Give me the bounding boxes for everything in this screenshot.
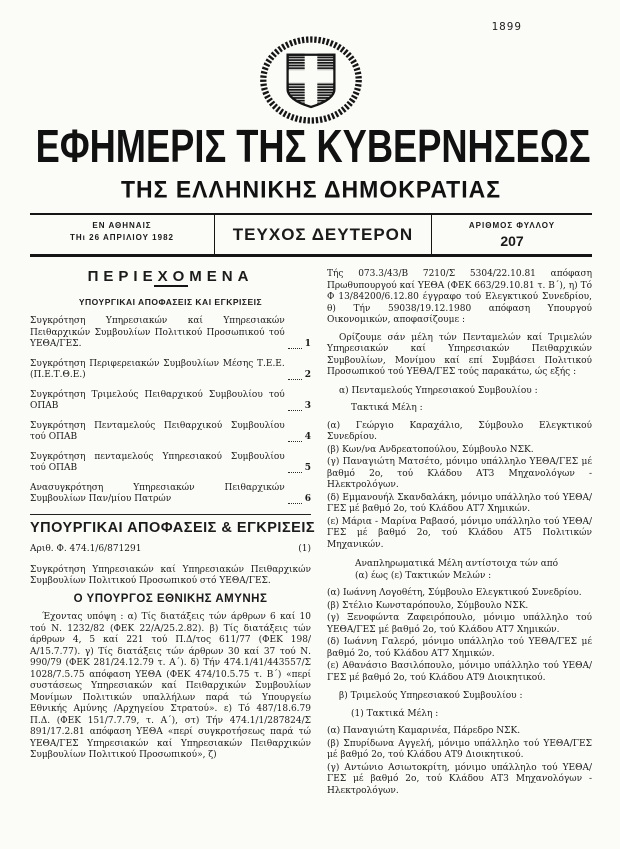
masthead	[30, 120, 592, 203]
issue-number-cell	[432, 215, 592, 254]
member-entry: (γ) Παναγιώτη Ματσέτο, μόνιμο υπάλληλο ΥΕΘΑ/ΓΕΣ μέ βαθμό 2ο, τού Κλάδου ΑΤ3 Μηχανολόγων - Ηλεκτρολόγων.	[327, 457, 592, 490]
toc-page-number: 1	[304, 339, 311, 349]
toc-page-number: 4	[304, 432, 311, 442]
member-entry: (γ) Αντώνιο Ασιωτοκρίτη, μόνιμο υπάλληλο τού ΥΕΘΑ/ΓΕΣ μέ βαθμό 2ο, τού Κλάδου ΑΤ3 Μηχανολόγων - Ηλεκτρολόγων.	[327, 762, 592, 796]
member-entry: (β) Στέλιο Κωνσταρόπουλο, Σύμβουλο ΝΣΚ.	[327, 600, 529, 611]
member-entry: (γ) Ξενοφώντα Ζαφειρόπουλο, μόνιμο υπάλληλο τού ΥΕΘΑ/ΓΕΣ μέ βαθμό 2ο, τού Κλάδου ΑΤ7 Χημικών.	[327, 613, 592, 635]
member-entry: (ε) Αθανάσιο Βασιλόπουλο, μόνιμο υπάλληλο τού ΥΕΘΑ/ΓΕΣ μέ βαθμό 2ο, τού Κλάδου ΑΤ9 Διοικητικού.	[327, 661, 592, 683]
decision-ref-marker: (1)	[298, 544, 311, 554]
gazette-title: ΕΦΗΜΕΡΙΣ ΤΗΣ ΚΥΒΕΡΝΗΣΕΩΣ	[35, 120, 591, 173]
page-number: 1899	[491, 20, 522, 33]
toc-item	[30, 483, 311, 506]
contents-subheading: ΥΠΟΥΡΓΙΚΑΙ ΑΠΟΦΑΣΕΙΣ ΚΑΙ ΕΓΚΡΙΣΕΙΣ	[78, 296, 263, 307]
issue-type-cell	[215, 215, 432, 254]
toc-item	[30, 316, 311, 351]
toc-item	[30, 452, 311, 475]
member-entry: (β) Κων/να Ανδρεατοπούλου, Σύμβουλο ΝΣΚ.	[327, 444, 534, 455]
member-entry: (δ) Εμμανουήλ Σκανδαλάκη, μόνιμο υπάλληλο τού ΥΕΘΑ/ΓΕΣ μέ βαθμό 2ο, τού Κλάδου ΑΤ7 Χημικών.	[327, 492, 592, 514]
member-entry: (α) Γεώργιο Καραχάλιο, Σύμβουλο Ελεγκτικού Συνεδρίου.	[327, 420, 592, 442]
member-entry: (δ) Ιωάννη Γαλερό, μόνιμο υπάλληλο τού ΥΕΘΑ/ΓΕΣ μέ βαθμό 2ο, τού Κλάδου ΑΤ7 Χημικών.	[327, 637, 592, 659]
council-b-heading: β) Τριμελούς Υπηρεσιακού Συμβουλίου :	[339, 691, 523, 701]
minister-heading: Ο ΥΠΟΥΡΓΟΣ ΕΘΝΙΚΗΣ ΑΜΥΝΗΣ	[73, 592, 268, 605]
member-entry: (ε) Μάρια - Μαρίνα Ραβασό, μόνιμο υπάλληλο τού ΥΕΘΑ/ΓΕΣ μέ βαθμό 2ο, τού Κλάδου ΑΤ5 Πολιτικών Μηχανικών.	[327, 516, 592, 550]
decisions-section-heading: ΥΠΟΥΡΓΙΚΑΙ ΑΠΟΦΑΣΕΙΣ & ΕΓΚΡΙΣΕΙΣ	[30, 519, 316, 536]
preamble-continuation: Τής 073.3/43/Β 7210/Σ 5304/22.10.81 απόφαση Πρωθυπουργού καί ΥΕΘΑ (ΦΕΚ 663/29.10.81 τ. Β΄), η) Τό Φ 13/84200/6.12.80 έγγραφο τού Ελεγκτικού Συνεδρίου, θ) Τήν 59038/19.12.1980 απόφαση Υπουργού Οικονομικών, αποφασίζουμε :	[327, 269, 592, 325]
decision-subject: Συγκρότηση Υπηρεσιακών καί Υπηρεσιακών Πειθαρχικών Συμβουλίων Πολιτικού Προσωπικού στό ΥΕΘΑ/ΓΕΣ.	[30, 564, 311, 586]
toc-dot-leader	[288, 379, 302, 380]
toc-item	[30, 390, 311, 413]
decision-ref-line	[30, 544, 311, 556]
decision-preamble: Έχοντας υπόψη : α) Τίς διατάξεις τών άρθρων 6 καί 10 τού Ν. 1232/82 (ΦΕΚ 22/Α/25.2.82). β) Τίς διατάξεις τών άρθρων 4, 5 καί 221 τού Π.Δ/τος 611/77 (ΦΕΚ 198/Α/15.7.77). γ) Τίς διατάξεις τών άρθρων 30 καί 37 τού Ν. 990/79 (ΦΕΚ 281/24.12.79 τ. Α΄). δ) Τήν 474.1/41/443557/Σ 1028/7.5.75 απόφαση ΥΕΘΑ (ΦΕΚ 474/10.5.75 τ. Β΄) «περί συστάσεως Υπηρεσιακών καί Πειθαρχικών Συμβουλίων Μονίμων Πολιτικών υπαλλήλων παρά τώ Υπουργείω Εθνικής Αμύνης /Αρχηγείου Στρατού». ε) Τό 487/18.6.79 Π.Δ. (ΦΕΚ 151/7.7.79, τ. Α΄), στ) Τήν 474.1/1/287824/Σ 891/17.2.81 απόφαση ΥΕΘΑ «περί συγκροτήσεως παρά τώ ΥΕΘΑ/ΓΕΣ Υπηρεσιακών καί Υπηρεσιακών Πειθαρχικών Συμβουλίων Πολιτικού Προσωπικού», ζ)	[30, 612, 311, 760]
council-b-members-heading: (1) Τακτικά Μέλη :	[351, 708, 439, 719]
toc-item-text: Συγκρότηση Υπηρεσιακών καί Υπηρεσιακών Πειθαρχικών Συμβουλίων Πολιτικού Προσωπικού τού ΥΕΘΑ/ΓΕΣ.	[30, 316, 285, 349]
place-line: ΕΝ ΑΘΗΝΑΙΣ	[92, 221, 152, 230]
toc-item-text: Συγκρότηση Πενταμελούς Πειθαρχικού Συμβουλίου τού ΟΠΑΒ	[30, 420, 285, 442]
issue-type: ΤΕΥΧΟΣ ΔΕΥΤΕΡΟΝ	[232, 224, 414, 244]
gazette-subtitle: ΤΗΣ ΕΛΛΗΝΙΚΗΣ ΔΗΜΟΚΡΑΤΙΑΣ	[120, 175, 502, 203]
operative-paragraph: Ορίζουμε σάν μέλη τών Πενταμελών καί Τριμελών Υπηρεσιακών καί Υπηρεσιακών Πειθαρχικών Συμβουλίων, Μονίμου καί επί Συμβάσει Πολιτικού Προσωπικού τού ΥΕΘΑ/ΓΕΣ τούς παρακάτω, ώς εξής :	[327, 332, 592, 377]
toc-page-number: 5	[304, 463, 311, 473]
toc-item	[30, 421, 311, 444]
toc-dot-leader	[288, 410, 302, 411]
regular-members-heading: Τακτικά Μέλη :	[351, 403, 423, 413]
toc-dot-leader	[288, 348, 302, 349]
member-entry: (α) Παναγιώτη Καμαρινέα, Πάρεδρο ΝΣΚ.	[327, 726, 521, 736]
toc-item-text: Ανασυγκρότηση Υπηρεσιακών Πειθαρχικών Συμβουλίων Παν/μίου Πατρών	[30, 482, 285, 504]
toc-item-text: Συγκρότηση πενταμελούς Υπηρεσιακού Συμβουλίου τού ΟΠΑΒ	[30, 451, 285, 473]
council-a-heading: α) Πενταμελούς Υπηρεσιακού Συμβουλίου :	[339, 385, 538, 396]
national-emblem-icon	[30, 34, 592, 126]
toc-page-number: 3	[304, 401, 311, 411]
member-entry: (α) Ιωάννη Λογοθέτη, Σύμβουλο Ελεγκτικού Συνεδρίου.	[327, 588, 582, 598]
toc-item-text: Συγκρότηση Περιφερειακών Συμβουλίων Μέσης Τ.Ε.Ε. (Π.Ε.Τ.Θ.Ε.)	[30, 358, 285, 380]
toc-item	[30, 359, 311, 382]
toc-page-number: 2	[304, 370, 311, 380]
place-date-cell	[30, 215, 215, 254]
toc-dot-leader	[288, 441, 302, 442]
two-column-body	[30, 269, 592, 798]
left-column	[30, 268, 316, 798]
toc-dot-leader	[288, 472, 302, 473]
right-column	[327, 269, 592, 798]
toc-page-number: 6	[304, 494, 311, 504]
member-entry: (β) Σπυρίδωνα Αγγελή, μόνιμο υπάλληλο τού ΥΕΘΑ/ΓΕΣ μέ βαθμό 2ο, τού Κλάδου ΑΤ9 Διοικητικού.	[327, 738, 592, 760]
issue-number: 207	[500, 233, 524, 249]
contents-heading: ΠΕΡΙΕΧΟΜΕΝΑ	[87, 268, 254, 285]
section-divider	[30, 514, 311, 515]
alternate-members-heading: Αναπληρωματικά Μέλη αντίστοιχα τών από (α) έως (ε) Τακτικών Μελών :	[355, 559, 559, 581]
issue-info-bar	[30, 213, 592, 257]
toc-item-text: Συγκρότηση Τριμελούς Πειθαρχικού Συμβουλίου τού ΟΠΑΒ	[30, 389, 285, 411]
decision-ref-number: Αριθ. Φ. 474.1/6/871291	[30, 544, 142, 554]
issue-number-label: ΑΡΙΘΜΟΣ ΦΥΛΛΟΥ	[468, 221, 556, 230]
toc-dot-leader	[288, 503, 302, 504]
date-line: ΤΗι 26 ΑΠΡΙΛΙΟΥ 1982	[70, 233, 174, 242]
